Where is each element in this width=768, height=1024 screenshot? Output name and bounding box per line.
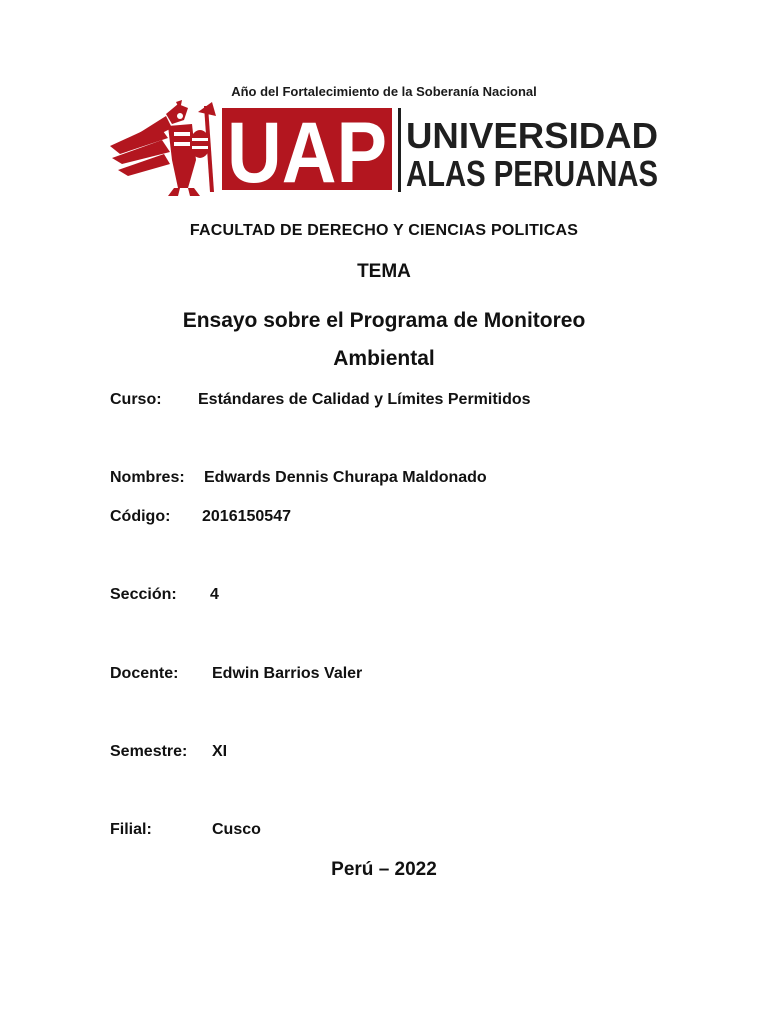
logo-divider [398, 108, 401, 192]
uap-acronym [222, 105, 392, 201]
field-value-seccion: 4 [210, 586, 219, 603]
uap-acronym-text: UAP [227, 105, 387, 201]
tema-heading: TEMA [357, 261, 411, 282]
field-label-semestre: Semestre: [110, 743, 188, 760]
essay-title: Ensayo sobre el Programa de Monitoreo Ambiental [182, 309, 586, 370]
field-value-curso: Estándares de Calidad y Límites Permitidos [198, 391, 531, 408]
university-name-line1: UNIVERSIDAD [406, 115, 658, 156]
winged-figure-emblem-icon [110, 100, 216, 196]
field-label-seccion: Sección: [110, 586, 177, 603]
field-value-docente: Edwin Barrios Valer [212, 665, 363, 682]
field-label-curso: Curso: [110, 391, 162, 408]
university-name-line2: ALAS PERUANAS [406, 153, 658, 194]
field-value-codigo: 2016150547 [202, 508, 291, 525]
field-label-codigo: Código: [110, 508, 171, 525]
field-label-nombres: Nombres: [110, 469, 185, 486]
field-label-docente: Docente: [110, 665, 179, 682]
field-label-filial: Filial: [110, 821, 152, 838]
field-value-nombres: Edwards Dennis Churapa Maldonado [204, 469, 487, 486]
faculty-name: FACULTAD DE DERECHO Y CIENCIAS POLITICAS [189, 222, 579, 239]
field-value-semestre: XI [212, 743, 228, 760]
place-and-year: Perú – 2022 [331, 859, 437, 880]
field-value-filial: Cusco [212, 821, 261, 838]
year-motto: Año del Fortalecimiento de la Soberanía Nacional [231, 84, 537, 99]
university-logo [108, 102, 664, 201]
